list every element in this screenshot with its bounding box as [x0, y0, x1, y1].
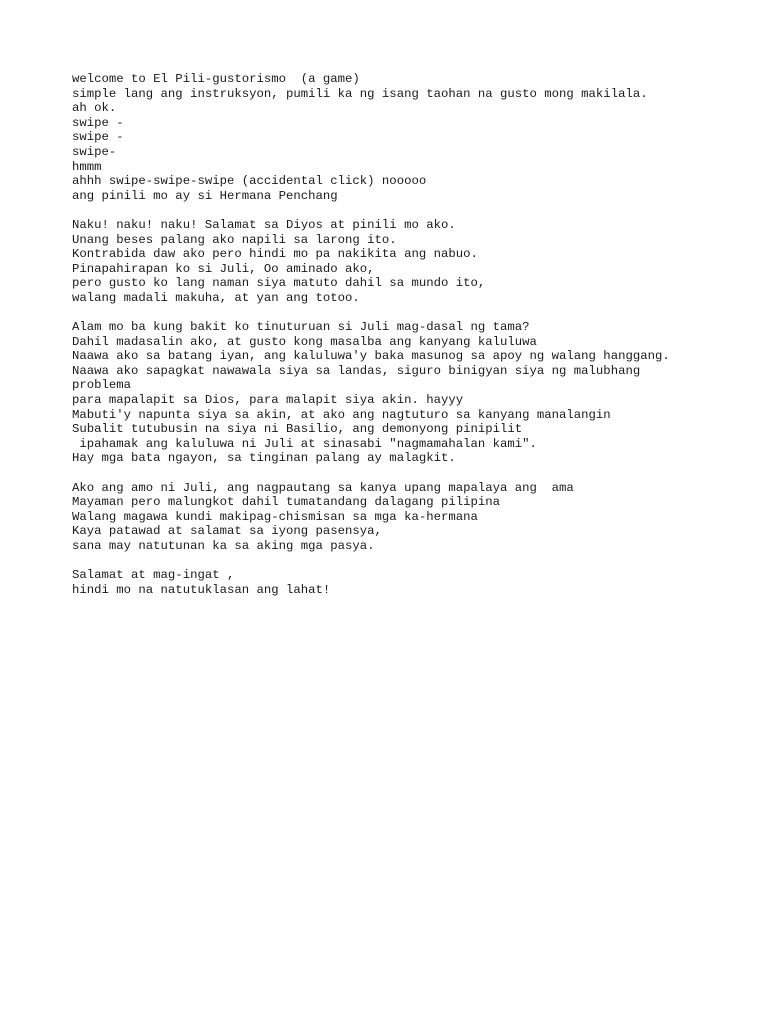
text-line: Mayaman pero malungkot dahil tumatandang dalagang pilipina — [72, 495, 501, 510]
text-line: swipe - — [72, 130, 124, 145]
paragraph-explanation — [72, 320, 692, 466]
text-line: sana may natutunan ka sa aking mga pasya. — [72, 539, 375, 553]
text-line: Hay mga bata ngayon, sa tinginan palang ay malagkit. — [72, 451, 456, 466]
text-line: Mabuti'y napunta siya sa akin, at ako ang nagtuturo sa kanyang manalangin — [72, 407, 611, 422]
text-line: para mapalapit sa Dios, para malapit siya akin. hayyy — [72, 393, 464, 408]
text-line: ah ok. — [72, 101, 117, 116]
text-line: Naku! naku! naku! Salamat sa Diyos at pinili mo ako. — [72, 217, 456, 232]
text-line: Pinapahirapan ko si Juli, Oo aminado ako, — [72, 261, 375, 276]
paragraph-self-description — [72, 481, 692, 554]
text-line: Dahil madasalin ako, at gusto kong masalba ang kanyang kaluluwa — [72, 334, 537, 349]
text-line: Salamat at mag-ingat , — [72, 568, 235, 583]
text-line: walang madali makuha, at yan ang totoo. — [72, 290, 360, 305]
text-line: problema — [72, 378, 132, 393]
paragraph-closing — [72, 568, 692, 597]
text-line: swipe - — [72, 115, 124, 130]
text-line: Ako ang amo ni Juli, ang nagpautang sa kanya upang mapalaya ang ama — [72, 480, 574, 495]
text-line: Subalit tutubusin na siya ni Basilio, ang demonyong pinipilit — [72, 422, 523, 437]
text-line: swipe- — [72, 144, 117, 159]
paragraph-intro — [72, 72, 692, 203]
text-line: Walang magawa kundi makipag-chismisan sa mga ka-hermana — [72, 509, 478, 524]
text-line: Alam mo ba kung bakit ko tinuturuan si Juli mag-dasal ng tama? — [72, 320, 530, 335]
text-line: pero gusto ko lang naman siya matuto dahil sa mundo ito, — [72, 276, 486, 291]
text-line: Naawa ako sa batang iyan, ang kaluluwa'y baka masunog sa apoy ng walang hanggang. — [72, 349, 670, 364]
text-line: ang pinili mo ay si Hermana Penchang — [72, 188, 338, 203]
text-line: Naawa ako sapagkat nawawala siya sa landas, siguro binigyan siya ng malubhang — [72, 363, 641, 378]
text-line: Kaya patawad at salamat sa iyong pasensya, — [72, 524, 382, 539]
paragraph-greeting — [72, 218, 692, 306]
text-line: ipahamak ang kaluluwa ni Juli at sinasabi "nagmamahalan kami". — [72, 436, 537, 451]
text-line: Kontrabida daw ako pero hindi mo pa nakikita ang nabuo. — [72, 247, 478, 262]
text-line: Unang beses palang ako napili sa larong ito. — [72, 232, 397, 247]
text-line: simple lang ang instruksyon, pumili ka ng isang taohan na gusto mong makilala. — [72, 86, 648, 101]
text-line: welcome to El Pili-gustorismo (a game) — [72, 72, 360, 86]
document-page — [72, 72, 692, 612]
text-line: ahhh swipe-swipe-swipe (accidental click) nooooo — [72, 174, 427, 189]
text-line: hindi mo na natutuklasan ang lahat! — [72, 582, 331, 597]
text-line: hmmm — [72, 159, 102, 174]
